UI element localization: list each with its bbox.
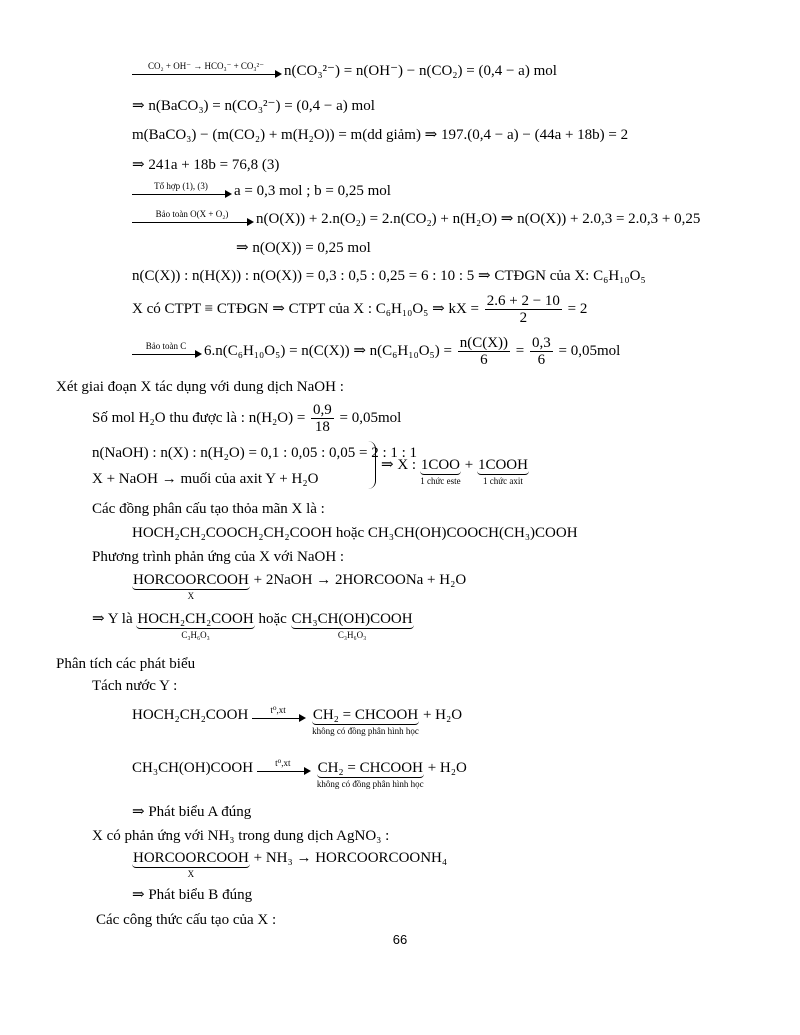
equation-line-20: HOCH₂CH₂COOH t⁰,xt CH₂ = CHCOOH không có đồng phân hình học + H₂O: [132, 706, 462, 737]
equation-text: a = 0,3 mol ; b = 0,25 mol: [234, 183, 391, 199]
fraction: $\frac{0,9}{18}$: [313, 402, 332, 435]
equation-line-1: [132, 62, 557, 80]
equation-line-5: [132, 182, 391, 200]
reaction-arrow: [132, 60, 282, 78]
equation-text: X có CTPT ≡ CTĐGN ⇒ CTPT của X : C₆H₁₀O₅ ⇒ kX =: [132, 300, 479, 317]
underbrace: HOCH₂CH₂COOH C₃H₆O₃: [137, 611, 254, 640]
conclusion-a: ⇒ Phát biểu A đúng: [132, 804, 252, 820]
text-line-16: Phương trình phản ứng của X với NaOH :: [92, 549, 345, 565]
equation-text: = 0,05mol: [558, 342, 621, 359]
equation-text: Số mol H₂O thu được là : n(H₂O) =: [92, 409, 306, 426]
fraction: $\frac{n(C(X))}{6}$: [459, 335, 509, 368]
equation-line-8: n(C(X)) : n(H(X)) : n(O(X)) = 0,3 : 0,5 : 0,25 = 6 : 10 : 5 ⇒ CTĐGN của X: C₆H₁₀O₅: [132, 268, 646, 284]
reaction-arrow: [257, 758, 311, 775]
equation-line-13: X + NaOH → muối của axit Y + H₂O: [92, 471, 319, 487]
equation-line-12: n(NaOH) : n(X) : n(H₂O) = 0,1 : 0,05 : 0,05 = 2 : 1 : 1: [92, 445, 418, 461]
text-line-14: Các đồng phân cấu tạo thỏa mãn X là :: [92, 501, 325, 517]
text-line-23: X có phản ứng với NH₃ trong dung dịch AgNO₃ :: [92, 828, 390, 844]
text-line-26: Các công thức cấu tạo của X :: [96, 912, 277, 928]
equation-line-4: ⇒ 241a + 18b = 76,8 (3): [132, 157, 280, 173]
text-line-19: Tách nước Y :: [92, 678, 178, 694]
equation-text: = 0,05mol: [339, 409, 402, 426]
underbrace: CH₃CH(OH)COOH C₃H₆O₃: [291, 611, 413, 640]
underbrace: HORCOORCOOH X: [133, 850, 249, 879]
fraction: $\frac{0,3}{6}$: [532, 335, 551, 368]
reaction-arrow: [132, 340, 202, 358]
arrow-label: Bảo toàn C: [145, 340, 187, 351]
equation-text: 6.n(C₆H₁₀O₅) = n(C(X)) ⇒ n(C₆H₁₀O₅) =: [204, 342, 452, 359]
arrow-label: t⁰,xt: [275, 758, 291, 768]
equation-text: = 2: [567, 300, 588, 317]
reaction-arrow: [132, 208, 254, 226]
equation-line-10: Bảo toàn C 6.n(C₆H₁₀O₅) = n(C(X)) ⇒ n(C₆H₁₀O₅) = $\frac{n(C(X))}{6}$ = $\frac{0,3}{6}$ = 0,05mol: [132, 335, 620, 368]
conclusion-b: ⇒ Phát biểu B đúng: [132, 887, 253, 903]
page-number: 66: [392, 932, 408, 947]
equation-line-6: [132, 210, 700, 228]
reaction-arrow: [132, 180, 232, 198]
underbrace: HORCOORCOOH X: [133, 572, 249, 601]
equation-line-9: [132, 293, 587, 326]
equation-line-7: ⇒ n(O(X)) = 0,25 mol: [236, 240, 371, 256]
equation-line-17: [132, 571, 466, 602]
section-heading-1: Xét giai đoạn X tác dụng với dung dịch NaOH :: [56, 379, 344, 395]
equation-line-21: CH₃CH(OH)COOH t⁰,xt CH₂ = CHCOOH không có đồng phân hình học + H₂O: [132, 759, 467, 790]
equation-line-15: HOCH₂CH₂COOCH₂CH₂COOH hoặc CH₃CH(OH)COOCH(CH₃)COOH: [132, 525, 578, 541]
reaction-arrow: [252, 705, 306, 722]
equation-line-11: [92, 402, 401, 435]
fraction: $\frac{2.6 + 2 - 10}{2}$: [486, 293, 560, 326]
equation-result-x: ⇒ X : 1COO 1 chức este + 1COOH 1 chức axit: [381, 457, 528, 486]
equation-text: n(O(X)) + 2.n(O₂) = 2.n(CO₂) + n(H₂O) ⇒ n(O(X)) + 2.0,3 = 2.0,3 + 0,25: [256, 211, 701, 227]
equation-line-2: ⇒ n(BaCO₃) = n(CO₃²⁻) = (0,4 − a) mol: [132, 98, 375, 114]
equation-line-18: ⇒ Y là HOCH₂CH₂COOH C₃H₆O₃ hoặc CH₃CH(OH)COOH C₃H₆O₃: [92, 611, 413, 640]
arrow-label: t⁰,xt: [270, 705, 286, 715]
underbrace: 1COO 1 chức este: [420, 457, 461, 486]
arrow-label: CO₂ + OH⁻ → HCO₃⁻ + CO₃²⁻: [147, 60, 265, 71]
equation-line-3: m(BaCO₃) − (m(CO₂) + m(H₂O)) = m(dd giảm) ⇒ 197.(0,4 − a) − (44a + 18b) = 2: [132, 127, 629, 143]
arrow-label: Tổ hợp (1), (3): [154, 180, 208, 191]
equation-line-24: HORCOORCOOH X + NH₃ → HORCOORCOONH₄: [133, 850, 448, 879]
equation-text: n(CO₃²⁻) = n(OH⁻) − n(CO₂) = (0,4 − a) mol: [284, 63, 557, 79]
underbrace: CH₂ = CHCOOH không có đồng phân hình học: [316, 760, 424, 789]
system-brace: [367, 441, 376, 489]
arrow-label: Bảo toàn O(X + O₂): [155, 208, 229, 219]
underbrace: CH₂ = CHCOOH không có đồng phân hình học: [312, 707, 419, 736]
equation-text: + 2NaOH → 2HORCOONa + H₂O: [253, 572, 467, 588]
underbrace: 1COOH 1 chức axit: [477, 457, 528, 486]
section-heading-2: Phân tích các phát biểu: [56, 656, 196, 672]
